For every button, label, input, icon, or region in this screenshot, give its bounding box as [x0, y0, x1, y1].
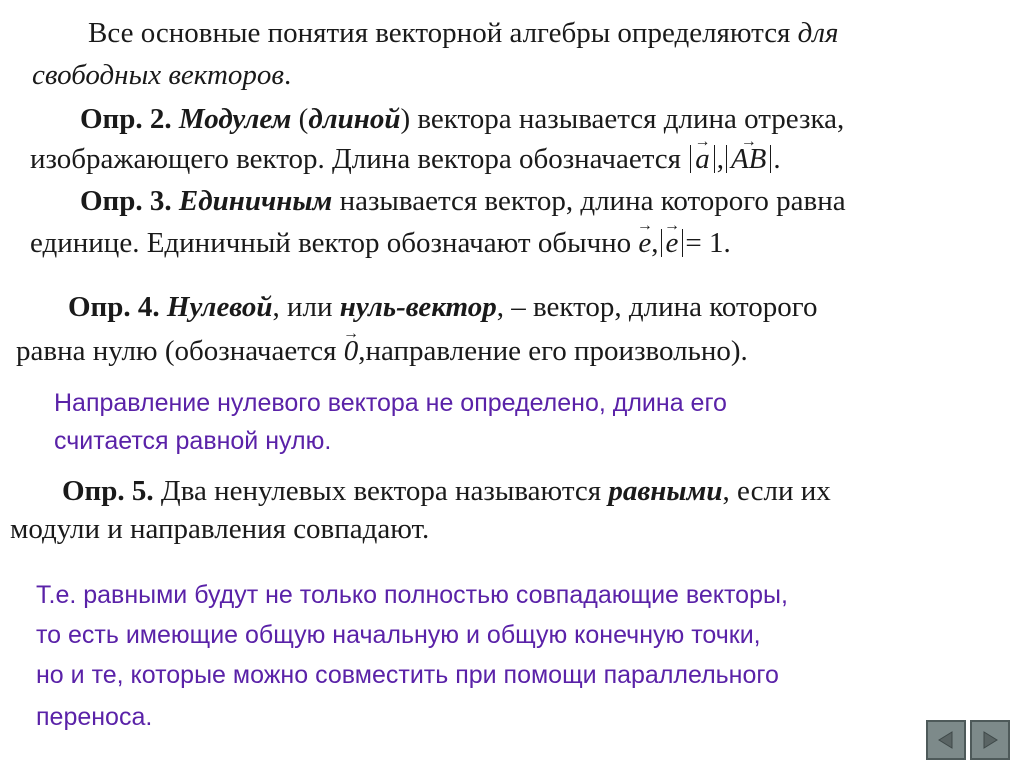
- def5-text-1a: Два ненулевых вектора называются: [160, 475, 602, 507]
- def4-or: , или: [272, 291, 333, 323]
- vector-e-abs-symbol: → e: [666, 229, 679, 257]
- def2-term-modulus: Модулем: [178, 103, 292, 135]
- vector-e-symbol: → e: [638, 226, 651, 260]
- def2-text-1: ) вектора называется длина отрезка,: [400, 103, 845, 135]
- def2-term-length: длиной: [308, 103, 401, 135]
- triangle-right-icon: [980, 730, 1000, 750]
- note2-line-2: то есть имеющие общую начальную и общую конечную точки,: [36, 621, 761, 649]
- intro-line-2: [32, 58, 291, 92]
- def3-text-2: единице. Единичный вектор обозначают обычно: [30, 227, 632, 259]
- def5-line-1: [62, 474, 831, 508]
- zero-vector-symbol: → 0: [344, 334, 359, 368]
- prev-slide-button[interactable]: [926, 720, 966, 760]
- def4-term-null-vector: нуль-вектор: [339, 291, 497, 323]
- def4-text-2a: равна нулю (обозначается: [16, 335, 337, 367]
- def4-line-1: [68, 290, 817, 324]
- def5-line-2: модули и направления совпадают.: [10, 513, 430, 545]
- vector-a-symbol: → a: [695, 145, 710, 173]
- intro-text: Все основные понятия векторной алгебры определяются: [88, 17, 791, 49]
- def2-line-2: [30, 142, 781, 176]
- note1-line-2: считается равной нулю.: [54, 427, 332, 455]
- free-vectors-term: свободных векторов: [32, 59, 285, 91]
- def2-period: .: [773, 143, 781, 175]
- def4-line-2: [16, 334, 748, 368]
- triangle-left-icon: [936, 730, 956, 750]
- abs-ab-formula: [726, 145, 771, 173]
- def3-label: Опр. 3.: [80, 185, 172, 217]
- note2-line-1: Т.е. равными будут не только полностью совпадающие векторы,: [36, 581, 788, 609]
- abs-e-formula: [661, 229, 684, 257]
- intro-line-1: [88, 16, 838, 50]
- def4-label: Опр. 4.: [68, 291, 160, 323]
- note2-line-4: переноса.: [36, 703, 153, 731]
- def3-equals-one: = 1.: [685, 227, 731, 259]
- vector-ab-symbol: → AB: [731, 145, 766, 173]
- abs-a-formula: [690, 145, 715, 173]
- def5-label: Опр. 5.: [62, 475, 154, 507]
- def5-text-1b: , если их: [722, 475, 831, 507]
- def5-term-equal: равными: [608, 475, 723, 507]
- def2-label: Опр. 2.: [80, 103, 172, 135]
- def3-comma: ,: [651, 227, 659, 259]
- def2-paren: (: [291, 103, 309, 135]
- def3-line-2: [30, 226, 731, 260]
- note2-line-3: но и те, которые можно совместить при помощи параллельного: [36, 661, 779, 689]
- def2-comma: ,: [716, 143, 724, 175]
- def3-text-1: называется вектор, длина которого равна: [339, 185, 846, 217]
- def2-line-1: [80, 102, 844, 136]
- def3-line-1: [80, 184, 846, 218]
- intro-period: .: [284, 59, 292, 91]
- def4-term-zero: Нулевой: [166, 291, 273, 323]
- def2-text-2: изображающего вектор. Длина вектора обозначается: [30, 143, 681, 175]
- def4-text-2b: ,направление его произвольно).: [358, 335, 748, 367]
- def3-term-unit: Единичным: [178, 185, 333, 217]
- def4-text-1: , – вектор, длина которого: [496, 291, 818, 323]
- note1-line-1: Направление нулевого вектора не определено, длина его: [54, 389, 727, 417]
- next-slide-button[interactable]: [970, 720, 1010, 760]
- intro-italic: для: [797, 17, 839, 49]
